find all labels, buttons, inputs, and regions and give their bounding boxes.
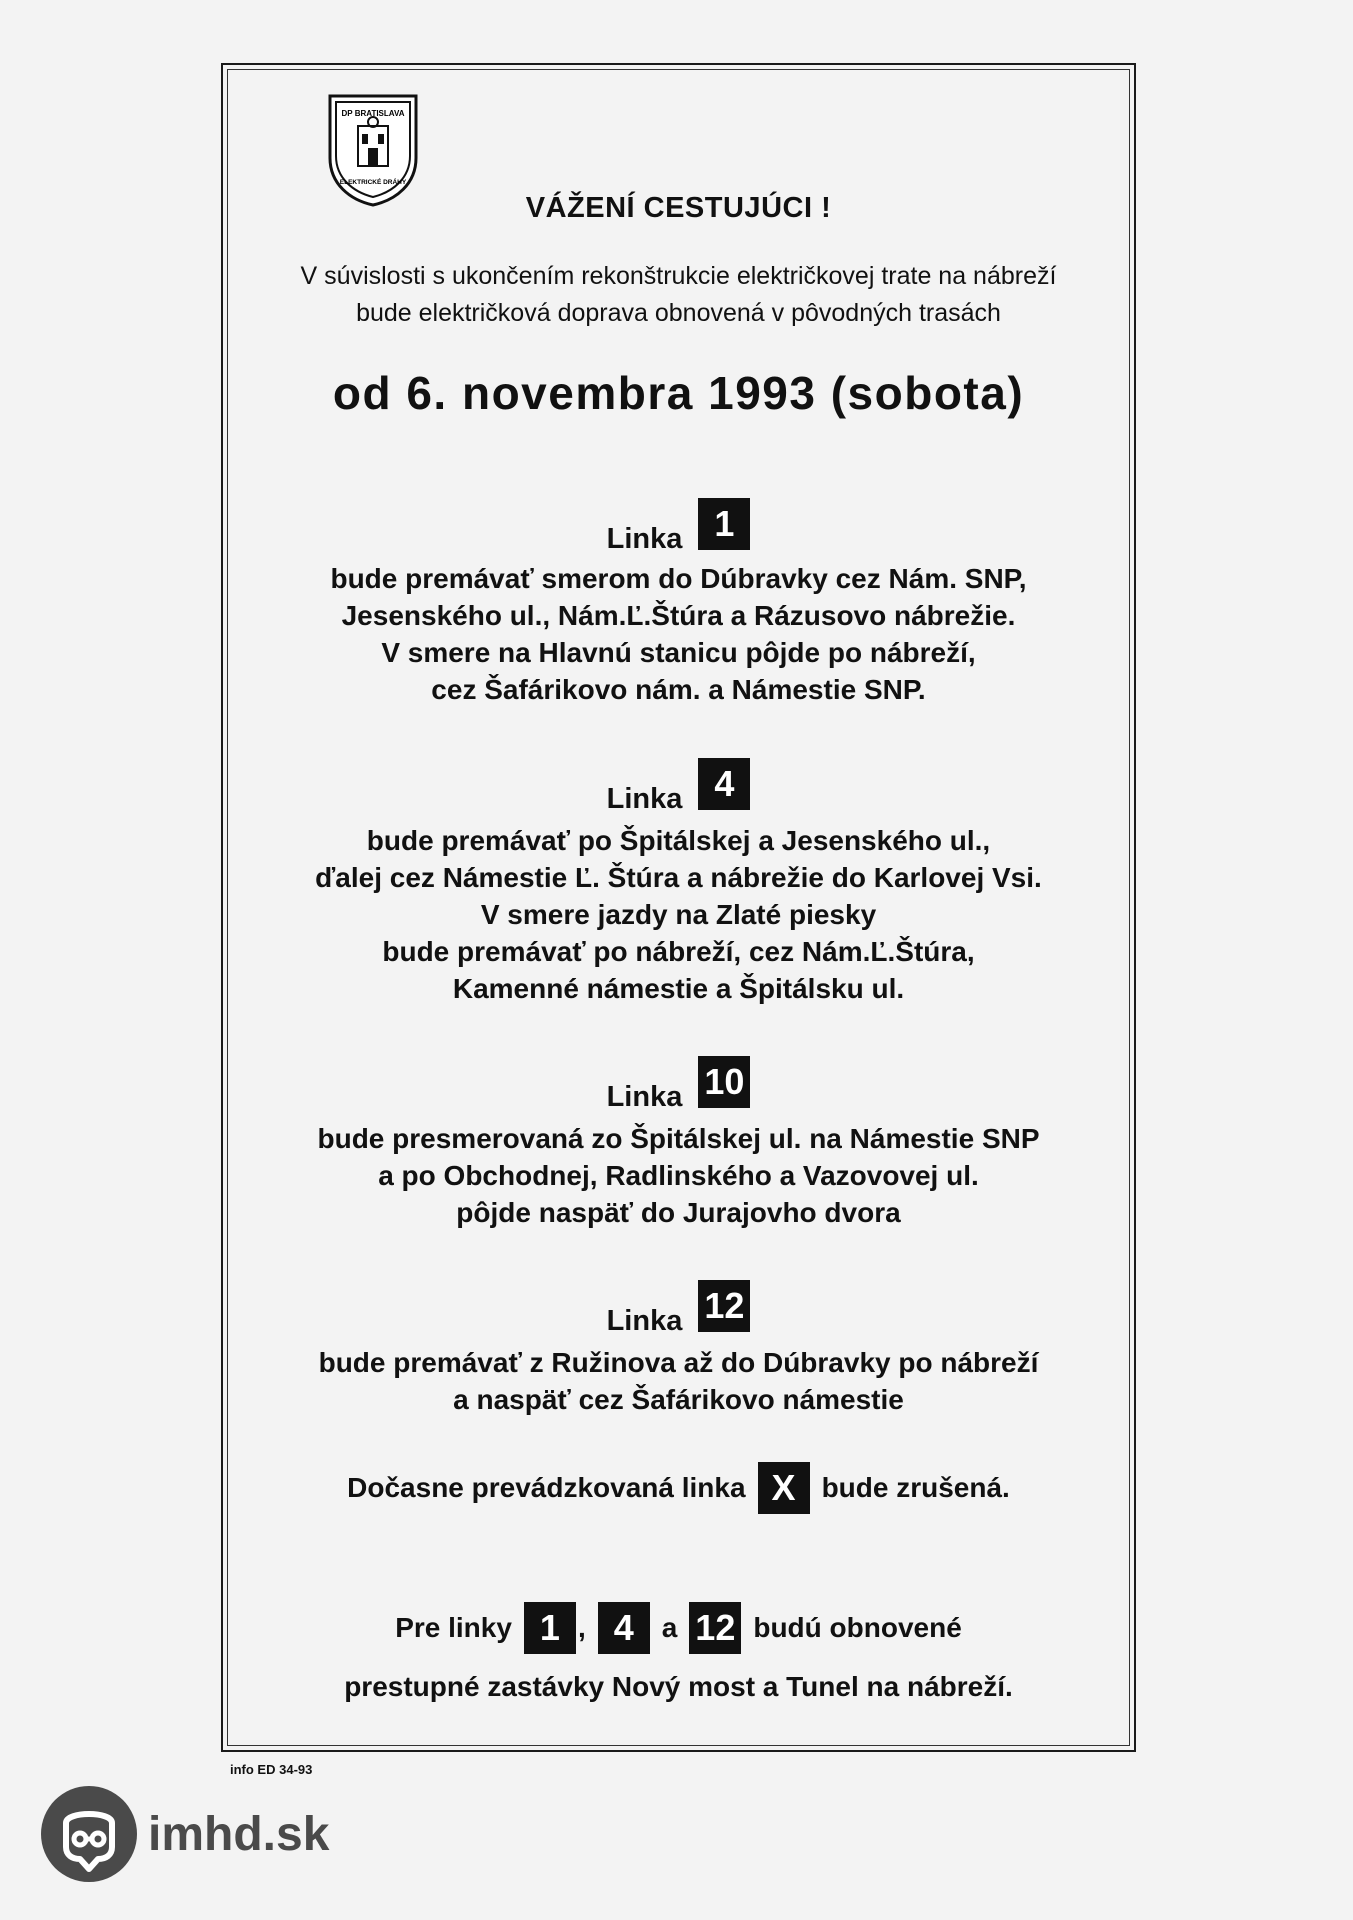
intro-text: V súvislosti s ukončením rekonštrukcie električkovej trate na nábreží bude električková doprava obnovená v pôvodných trasách xyxy=(300,262,1057,327)
bus-face-icon xyxy=(40,1785,138,1883)
section-heading-line-4: Linka 4 xyxy=(221,758,1136,810)
section-heading-line-1: Linka 1 xyxy=(221,498,1136,550)
line-badge-1: 1 xyxy=(698,498,750,550)
section-text-line-4: bude premávať po Špitálskej a Jesenského ul., ďalej cez Námestie Ľ. Štúra a nábrežie do Karlovej Vsi. V smere jazdy na Zlaté piesky bude premávať po nábreží, cez Nám.Ľ.Štúra, Kamenné námestie a Špitálsku ul. xyxy=(315,825,1042,1004)
line-badge-4-final: 4 xyxy=(598,1602,650,1654)
brand-name: imhd.sk xyxy=(148,1807,330,1861)
svg-text:DP BRATISLAVA: DP BRATISLAVA xyxy=(341,109,405,118)
section-text-line-12: bude premávať z Ružinova až do Dúbravky po nábreží a naspäť cez Šafárikovo námestie xyxy=(318,1347,1039,1415)
line-badge-12-final: 12 xyxy=(689,1602,741,1654)
temporary-line-notice: Dočasne prevádzkovaná linka X bude zrušená. xyxy=(221,1462,1136,1514)
line-badge-4: 4 xyxy=(698,758,750,810)
svg-text:ELEKTRICKÉ DRÁHY: ELEKTRICKÉ DRÁHY xyxy=(339,179,407,186)
section-text-line-10: bude presmerovaná zo Špitálskej ul. na Námestie SNP a po Obchodnej, Radlinského a Vazovovej ul. pôjde naspäť do Jurajovho dvora xyxy=(317,1123,1040,1228)
notice-title: VÁŽENÍ CESTUJÚCI ! xyxy=(525,192,832,224)
section-heading-line-12: Linka 12 xyxy=(221,1280,1136,1332)
dpb-logo xyxy=(326,92,420,208)
line-badge-1-final: 1 xyxy=(524,1602,576,1654)
line-badge-12: 12 xyxy=(698,1280,750,1332)
line-badge-10: 10 xyxy=(698,1056,750,1108)
transfer-notice-line: Pre linky 1 , 4 a 12 budú obnovené xyxy=(221,1602,1136,1654)
document-reference: info ED 34-93 xyxy=(230,1762,313,1777)
section-heading-line-10: Linka 10 xyxy=(221,1056,1136,1108)
section-text-line-1: bude premávať smerom do Dúbravky cez Nám. SNP, Jesenského ul., Nám.Ľ.Štúra a Rázusovo nábrežie. V smere na Hlavnú stanicu pôjde po nábreží, cez Šafárikovo nám. a Námestie SNP. xyxy=(330,563,1027,705)
imhd-watermark xyxy=(40,1785,329,1883)
effective-date: od 6. novembra 1993 (sobota) xyxy=(332,367,1025,419)
line-badge-x: X xyxy=(758,1462,810,1514)
transfer-notice-stops: prestupné zastávky Nový most a Tunel na nábreží. xyxy=(344,1671,1013,1702)
